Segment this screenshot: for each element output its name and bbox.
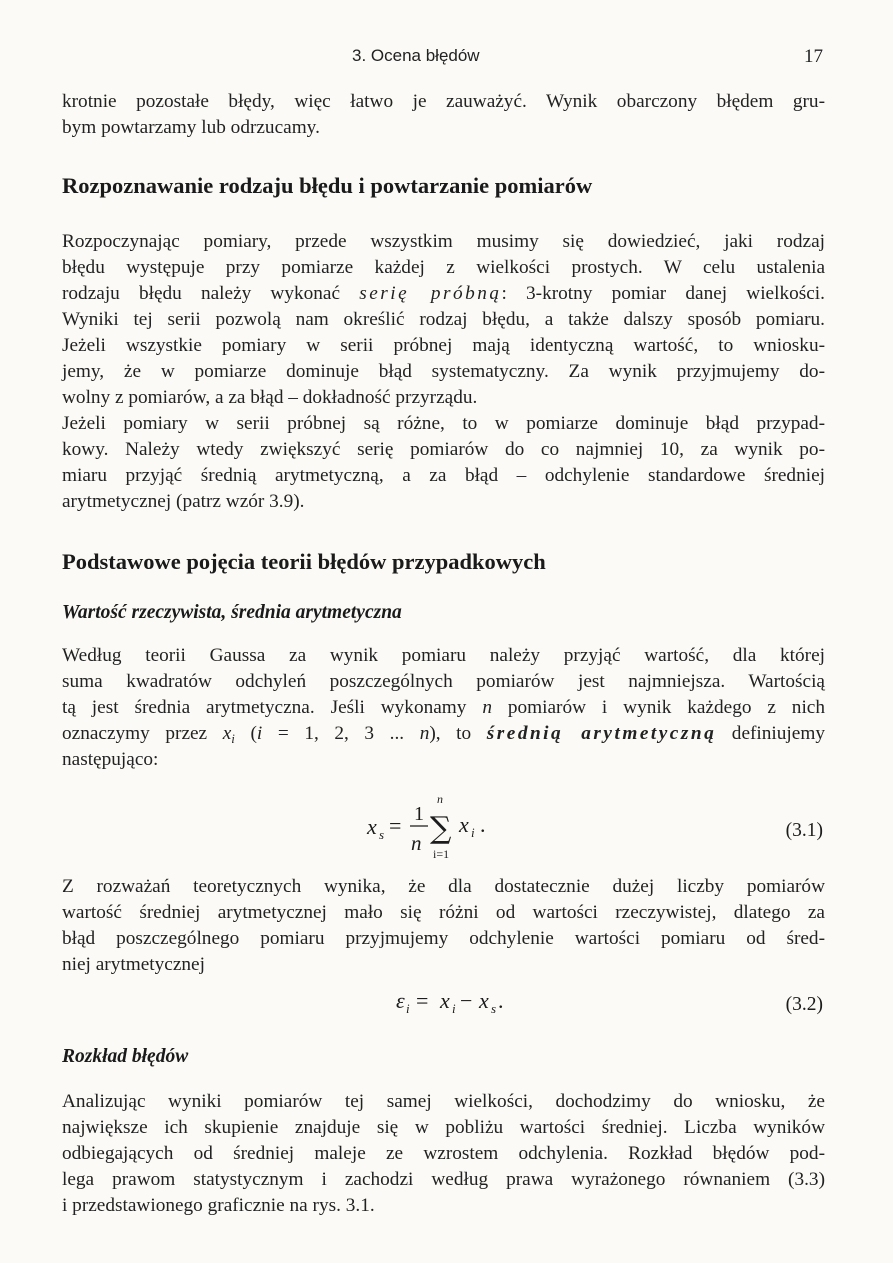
math-variable: n: [482, 697, 492, 718]
text-line: odbiegających od średniej maleje ze wzrostem odchylenia. Rozkład błędów pod-: [62, 1143, 825, 1164]
text-line: krotnie pozostałe błędy, więc łatwo je zauważyć. Wynik obarczony błędem gru-: [62, 91, 825, 112]
text-line: [62, 721, 825, 747]
text-line: wartość średniej arytmetycznej mało się różni od wartości rzeczywistej, dlatego za: [62, 902, 825, 923]
text-span: : 3-krotny pomiar danej wielkości.: [501, 283, 825, 304]
text-line: kowy. Należy wtedy zwiększyć serię pomiarów do co najmniej 10, za wynik po-: [62, 439, 825, 460]
sigma-icon: ∑: [430, 811, 452, 846]
text-line: lega prawom statystycznym i zachodzi według prawa wyrażonego równaniem (3.3): [62, 1169, 825, 1190]
text-span: = 1, 2, 3 ...: [262, 723, 420, 744]
intro-paragraph: [62, 89, 825, 141]
subsection-heading-1: Wartość rzeczywista, średnia arytmetyczna: [62, 602, 402, 623]
text-line: [62, 695, 825, 721]
eq-period: .: [480, 812, 486, 837]
text-span: definiujemy: [716, 723, 825, 744]
text-line: Analizując wyniki pomiarów tej samej wielkości, dochodzimy do wniosku, że: [62, 1091, 825, 1112]
eq-lhs: x: [367, 814, 377, 839]
chapter-title: 3. Ocena błędów: [352, 46, 480, 65]
eq-sum-upper: n: [437, 792, 443, 806]
equation-3-1: [0, 792, 893, 864]
text-span: oznaczymy przez: [62, 723, 223, 744]
section1-paragraph-3: [62, 411, 825, 515]
equation-3-2-graphic: [0, 984, 893, 1024]
text-line: jemy, że w pomiarze dominuje błąd systematyczny. Za wynik przyjmujemy do-: [62, 361, 825, 382]
section-heading-1: Rozpoznawanie rodzaju błędu i powtarzanie pomiarów: [62, 173, 593, 198]
text-line: Wyniki tej serii pozwolą nam określić rodzaj błędu, a także dalszy sposób pomiaru.: [62, 309, 825, 330]
text-span: Rozpoczynając pomiary, przede wszystkim musimy się dowiedzieć, jaki rodzaj: [62, 231, 825, 252]
text-span: rodzaju błędu należy wykonać: [62, 283, 360, 304]
math-variable: x: [222, 723, 232, 744]
math-variable: n: [419, 723, 430, 744]
page-number: 17: [804, 46, 823, 67]
eq2-period: .: [498, 988, 504, 1013]
subsection1-paragraph-1: [62, 643, 825, 773]
equation-number: (3.2): [785, 994, 823, 1015]
eq-sum-lower: i=1: [433, 847, 450, 861]
running-header: [0, 46, 893, 70]
subsection-heading-2: Rozkład błędów: [62, 1046, 189, 1067]
eq2-minus: −: [460, 988, 473, 1013]
section1-paragraph-2: [62, 333, 825, 411]
math-subscript: i: [231, 731, 235, 746]
text-span: tą jest średnia arytmetyczna. Jeśli wykonamy: [62, 697, 483, 718]
eq2-lhs-subscript: i: [406, 1001, 410, 1016]
text-line: arytmetycznej (patrz wzór 3.9).: [62, 491, 305, 512]
eq2-term-b: x: [479, 988, 489, 1013]
text-line: Jeżeli pomiary w serii próbnej są różne, to w pomiarze dominuje błąd przypad-: [62, 413, 825, 434]
text-line: Jeżeli wszystkie pomiary w serii próbnej mają identyczną wartość, to wniosku-: [62, 335, 825, 356]
eq-term: x: [459, 812, 469, 837]
text-span: pomiarów i wynik każdego z nich: [491, 697, 825, 718]
text-line: następująco:: [62, 749, 159, 770]
emphasis-term: średnią arytmetyczną: [486, 723, 717, 744]
text-line: błędu występuje przy pomiarze każdej z wielkości prostych. W celu ustalenia: [62, 257, 825, 278]
eq-frac-numerator: 1: [414, 803, 424, 825]
text-line: Według teorii Gaussa za wynik pomiaru należy przyjąć wartość, dla której: [62, 645, 825, 666]
section-heading-2: Podstawowe pojęcia teorii błędów przypadkowych: [62, 549, 546, 574]
text-line: wolny z pomiarów, a za błąd – dokładność przyrządu.: [62, 387, 478, 408]
eq2-term-a: x: [440, 988, 450, 1013]
text-line: niej arytmetycznej: [62, 954, 205, 975]
eq-frac-denominator: n: [411, 831, 422, 855]
text-line: błąd poszczególnego pomiaru przyjmujemy odchylenie wartości pomiaru od śred-: [62, 928, 825, 949]
text-line: [62, 229, 825, 255]
text-span: ), to: [429, 723, 487, 744]
math-variable: i: [256, 723, 263, 744]
eq2-equals: =: [416, 988, 429, 1013]
eq-lhs-subscript: s: [379, 827, 385, 842]
subsection1-paragraph-2: [62, 874, 825, 978]
text-line: i przedstawionego graficznie na rys. 3.1.: [62, 1195, 375, 1216]
subsection2-paragraph-1: [62, 1089, 825, 1219]
equation-3-1-graphic: [0, 792, 893, 864]
equation-number: (3.1): [785, 820, 823, 841]
eq-equals: =: [389, 813, 402, 838]
eq2-term-a-subscript: i: [452, 1001, 456, 1016]
text-line: [62, 281, 825, 307]
text-line: największe ich skupienie znajduje się w pobliżu wartości średniej. Liczba wyników: [62, 1117, 825, 1138]
text-line: suma kwadratów odchyleń poszczególnych pomiarów jest najmniejsza. Wartością: [62, 671, 825, 692]
section1-paragraph-1: [62, 229, 825, 333]
emphasis-term: serię próbną: [359, 283, 502, 304]
text-line: bym powtarzamy lub odrzucamy.: [62, 117, 320, 138]
text-line: miaru przyjąć średnią arytmetyczną, a za błąd – odchylenie standardowe średniej: [62, 465, 825, 486]
text-span: (: [234, 723, 257, 744]
eq2-lhs: ε: [396, 988, 405, 1013]
eq2-term-b-subscript: s: [491, 1001, 497, 1016]
eq-term-subscript: i: [471, 825, 475, 840]
equation-3-2: [0, 984, 893, 1024]
text-line: Z rozważań teoretycznych wynika, że dla dostatecznie dużej liczby pomiarów: [62, 876, 825, 897]
